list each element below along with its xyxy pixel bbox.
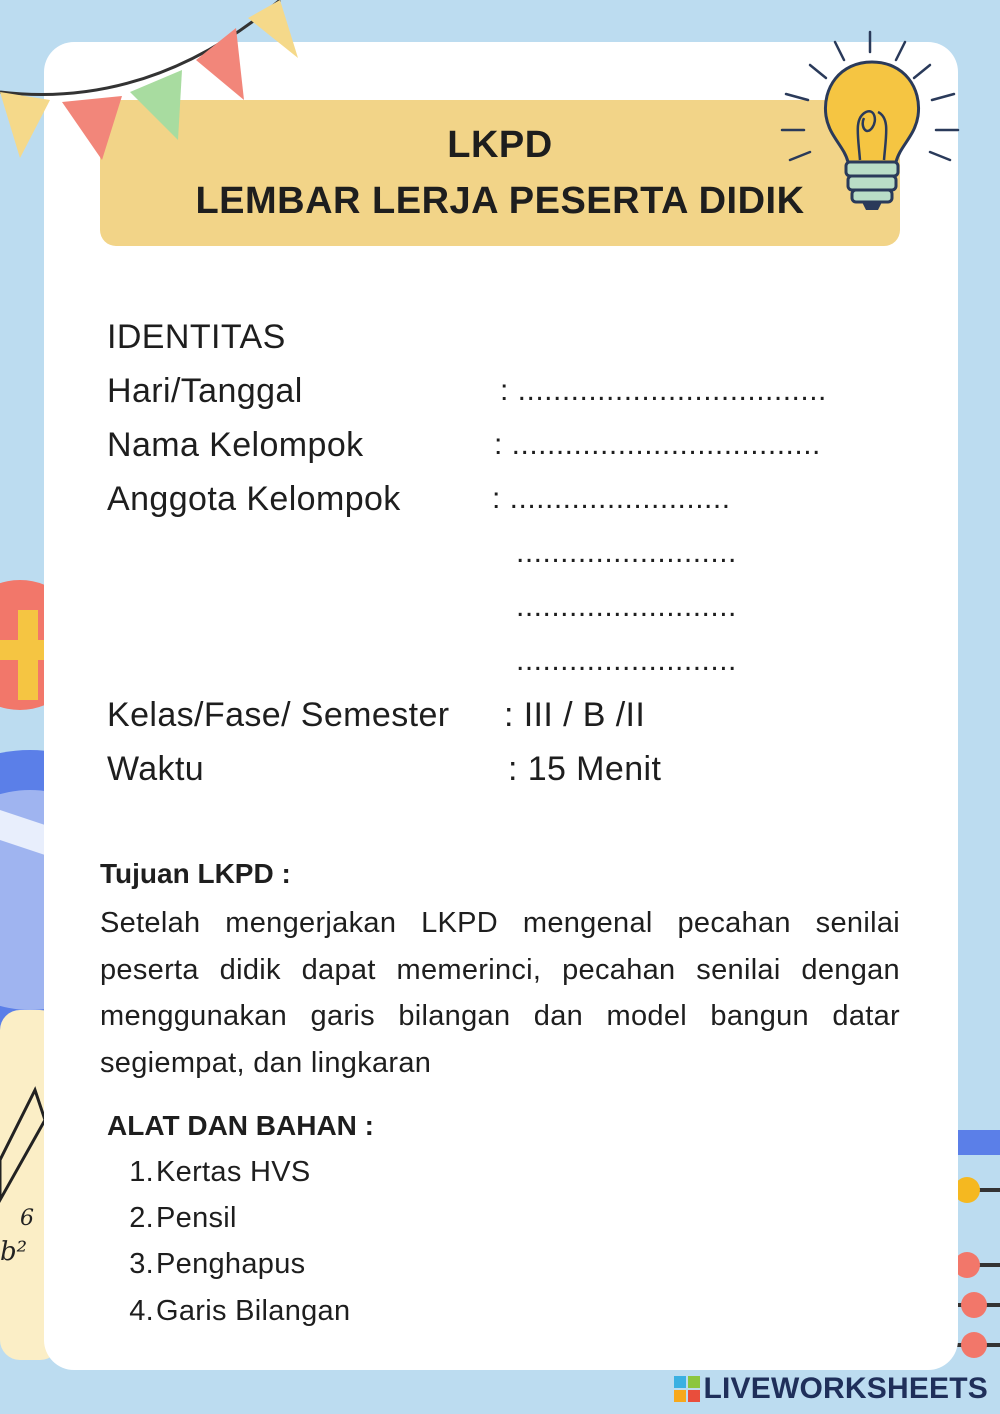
- liveworksheets-logo[interactable]: [674, 1372, 989, 1406]
- waktu-label: Waktu: [107, 750, 205, 788]
- lightbulb-icon: [780, 30, 960, 220]
- nama-kelompok-label: Nama Kelompok: [107, 426, 364, 464]
- list-item: 1.Kertas HVS: [129, 1156, 311, 1188]
- anggota-field-1[interactable]: : .........................: [492, 482, 731, 515]
- page-subtitle: LEMBAR LERJA PESERTA DIDIK: [195, 180, 805, 222]
- hari-label: Hari/Tanggal: [107, 372, 303, 410]
- list-item: 2.Pensil: [129, 1202, 237, 1234]
- svg-text:6: 6: [20, 1206, 34, 1231]
- anggota-field-4[interactable]: .........................: [516, 644, 737, 677]
- kelas-label: Kelas/Fase/ Semester: [107, 696, 450, 734]
- liveworksheets-logo-icon: [674, 1376, 700, 1402]
- kelas-value: : III / B /II: [504, 696, 646, 734]
- page-title: LKPD: [447, 124, 553, 166]
- alat-heading: ALAT DAN BAHAN :: [107, 1110, 374, 1141]
- anggota-field-2[interactable]: .........................: [516, 536, 737, 569]
- hari-field[interactable]: : ...................................: [500, 374, 827, 407]
- nama-kelompok-field[interactable]: : ...................................: [494, 428, 821, 461]
- identitas-heading: IDENTITAS: [107, 318, 286, 356]
- list-item: 4.Garis Bilangan: [129, 1295, 351, 1327]
- waktu-value: : 15 Menit: [508, 750, 662, 788]
- tujuan-heading: Tujuan LKPD :: [100, 858, 291, 889]
- logo-text: LIVEWORKSHEETS: [703, 1372, 988, 1405]
- anggota-field-3[interactable]: .........................: [516, 590, 737, 623]
- anggota-kelompok-label: Anggota Kelompok: [107, 480, 401, 518]
- list-item: 3.Penghapus: [129, 1248, 306, 1280]
- svg-text:b²: b²: [0, 1237, 28, 1267]
- bunting-flags: [0, 0, 310, 170]
- tujuan-text: Setelah mengerjakan LKPD mengenal pecahan senilai peserta didik dapat memerinci, pecahan senilai dengan menggunakan garis bilangan dan model bangun datar segiempat, dan lingkaran: [100, 907, 900, 1079]
